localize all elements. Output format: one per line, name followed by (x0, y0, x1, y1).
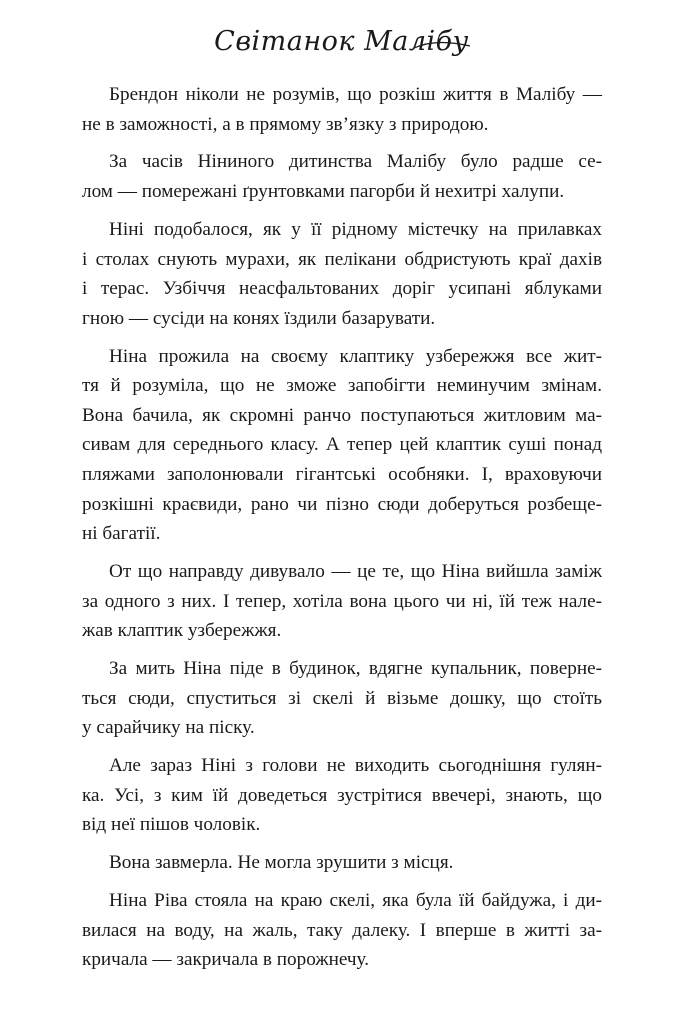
text-line: гною — сусіди на конях їздили базарувати. (82, 307, 436, 329)
text-line: Вона завмерла. Не могла зрушити з місця. (109, 852, 454, 874)
text-line: ні багатії. (82, 523, 161, 545)
text-line: і столах снують мурахи, як пелікани обдристують краї дахів (82, 248, 602, 270)
text-line: За часів Ніниного дитинства Малібу було радше се- (109, 151, 602, 173)
paragraph (82, 848, 602, 878)
text-line: Але зараз Ніні з голови не виходить сьогоднішня гулян- (109, 755, 602, 777)
text-line: за одного з них. І тепер, хотіла вона цього чи ні, їй теж нале- (82, 590, 602, 612)
text-line: розкішні краєвиди, рано чи пізно сюди доберуться розбеще- (82, 493, 602, 515)
text-line: пляжами заполонювали гігантські особняки. І, враховуючи (82, 464, 602, 486)
text-line: Брендон ніколи не розумів, що розкіш життя в Малібу — (109, 84, 602, 105)
text-line: Ніна Ріва стояла на краю скелі, яка була їй байдужа, і ди- (109, 890, 602, 912)
paragraph (82, 147, 602, 206)
text-line: Ніна прожила на своєму клаптику узбережжя все жит- (109, 345, 602, 367)
text-line: ться сюди, спуститься зі скелі й візьме дошку, що стоїть (82, 687, 602, 709)
paragraph (82, 342, 602, 549)
paragraph (82, 654, 602, 743)
text-line: сивам для середнього класу. А тепер цей клаптик суші понад (82, 434, 602, 456)
running-head-ornament (0, 14, 683, 66)
running-head-title: Світанок Малібу (214, 26, 469, 57)
text-line: тя й розуміла, що не зможе запобігти неминучим змінам. (82, 375, 602, 397)
text-line: у сарайчику на піску. (82, 717, 255, 739)
text-line: лом — помережані ґрунтовками пагорби й нехитрі халупи. (82, 181, 565, 203)
text-line: від неї пішов чоловік. (82, 814, 261, 836)
text-line: жав клаптик узбережжя. (82, 620, 282, 642)
body-text (82, 80, 602, 983)
running-head (0, 14, 683, 66)
text-line: От що направду дивувало — це те, що Ніна вийшла заміж (109, 561, 602, 583)
text-line: ка. Усі, з ким їй доведеться зустрітися ввечері, знають, що (82, 784, 602, 806)
text-line: За мить Ніна піде в будинок, вдягне купальник, поверне- (109, 658, 602, 680)
paragraph (82, 80, 602, 139)
text-line: вилася на воду, на жаль, таку далеку. І вперше в житті за- (82, 919, 602, 941)
text-line: і терас. Узбіччя неасфальтованих доріг усипані яблуками (82, 278, 602, 300)
paragraph (82, 751, 602, 840)
text-line: Вона бачила, як скромні ранчо поступаються житловим ма- (82, 404, 602, 426)
paragraph (82, 557, 602, 646)
text-line: Ніні подобалося, як у її рідному містечку на прилавках (109, 218, 602, 240)
text-line: не в заможності, а в прямому зв’язку з природою. (82, 113, 489, 135)
paragraph (82, 886, 602, 975)
text-line: кричала — закричала в порожнечу. (82, 949, 370, 971)
paragraph (82, 215, 602, 333)
